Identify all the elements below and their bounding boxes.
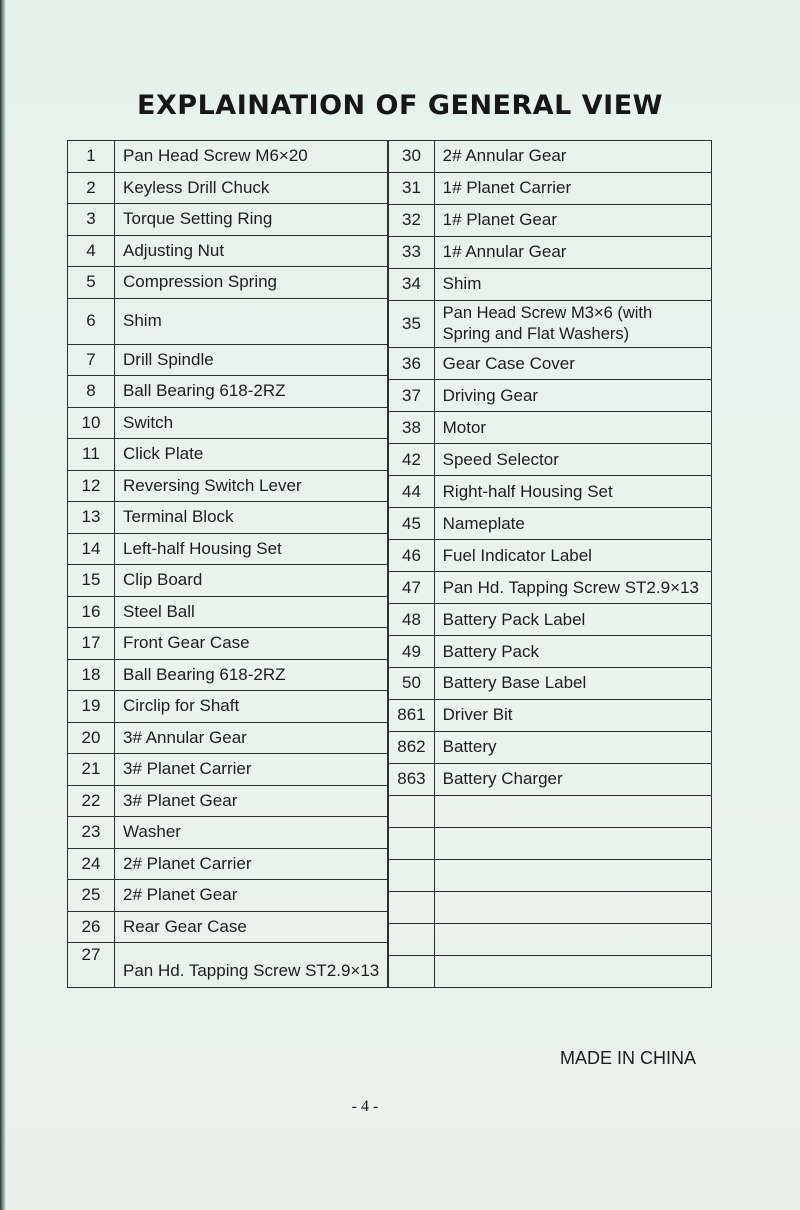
table-row xyxy=(68,596,388,628)
part-name xyxy=(434,923,711,955)
part-name: Shim xyxy=(434,268,711,300)
part-number: 46 xyxy=(389,540,434,572)
table-row xyxy=(389,636,711,668)
table-row xyxy=(389,236,711,268)
part-number: 32 xyxy=(389,204,434,236)
part-name: Battery xyxy=(434,731,711,763)
table-row xyxy=(68,533,388,565)
page-title: EXPLAINATION OF GENERAL VIEW xyxy=(137,90,663,121)
part-number: 8 xyxy=(68,376,115,408)
table-row xyxy=(389,508,711,540)
part-number: 5 xyxy=(68,267,115,299)
part-number: 36 xyxy=(389,348,434,380)
part-name: Circlip for Shaft xyxy=(115,691,388,723)
part-number: 49 xyxy=(389,636,434,668)
table-row xyxy=(389,955,711,987)
part-number: 44 xyxy=(389,476,434,508)
part-name: Speed Selector xyxy=(434,444,711,476)
part-number: 33 xyxy=(389,236,434,268)
part-number: 861 xyxy=(389,699,434,731)
part-number: 14 xyxy=(68,533,115,565)
table-row xyxy=(68,754,388,786)
part-number xyxy=(389,859,434,891)
part-name: Washer xyxy=(115,817,388,849)
part-name: 1# Planet Carrier xyxy=(434,172,711,204)
table-row xyxy=(389,380,711,412)
part-name: Torque Setting Ring xyxy=(115,204,388,236)
part-name: 3# Annular Gear xyxy=(115,722,388,754)
part-name: Battery Charger xyxy=(434,763,711,795)
table-row xyxy=(68,848,388,880)
part-name: 3# Planet Carrier xyxy=(115,754,388,786)
part-number: 20 xyxy=(68,722,115,754)
table-row xyxy=(389,172,711,204)
part-number: 26 xyxy=(68,911,115,943)
table-row xyxy=(68,204,388,236)
part-name: Ball Bearing 618-2RZ xyxy=(115,376,388,408)
part-number xyxy=(389,795,434,827)
part-number: 24 xyxy=(68,848,115,880)
part-number xyxy=(389,955,434,987)
part-number xyxy=(389,891,434,923)
page-edge-shadow xyxy=(0,0,6,1210)
part-number: 11 xyxy=(68,439,115,471)
part-name: Rear Gear Case xyxy=(115,911,388,943)
part-number: 12 xyxy=(68,470,115,502)
part-name: Driving Gear xyxy=(434,380,711,412)
table-row xyxy=(389,476,711,508)
table-row xyxy=(68,141,388,173)
table-row xyxy=(68,659,388,691)
part-name: Pan Hd. Tapping Screw ST2.9×13 xyxy=(115,943,388,988)
part-number: 30 xyxy=(389,141,434,173)
part-number: 47 xyxy=(389,572,434,604)
table-row xyxy=(68,298,388,344)
part-number: 15 xyxy=(68,565,115,597)
part-number: 10 xyxy=(68,407,115,439)
part-number: 25 xyxy=(68,880,115,912)
table-row xyxy=(68,470,388,502)
part-name: 1# Planet Gear xyxy=(434,204,711,236)
part-number: 31 xyxy=(389,172,434,204)
table-row xyxy=(389,572,711,604)
part-number: 19 xyxy=(68,691,115,723)
made-in-label: MADE IN CHINA xyxy=(560,1048,697,1068)
part-name: Left-half Housing Set xyxy=(115,533,388,565)
part-name: Click Plate xyxy=(115,439,388,471)
table-row xyxy=(389,412,711,444)
part-name xyxy=(434,891,711,923)
table-row xyxy=(68,565,388,597)
part-name: Motor xyxy=(434,412,711,444)
part-number: 863 xyxy=(389,763,434,795)
table-row xyxy=(389,444,711,476)
part-number: 38 xyxy=(389,412,434,444)
table-row xyxy=(68,943,388,988)
part-name: Shim xyxy=(115,298,388,344)
part-number: 35 xyxy=(389,300,434,347)
table-row xyxy=(389,731,711,763)
part-name: 2# Planet Carrier xyxy=(115,848,388,880)
part-name: Pan Hd. Tapping Screw ST2.9×13 xyxy=(434,572,711,604)
table-row xyxy=(389,763,711,795)
part-number: 4 xyxy=(68,235,115,267)
part-number: 42 xyxy=(389,444,434,476)
part-name: Adjusting Nut xyxy=(115,235,388,267)
part-name: Nameplate xyxy=(434,508,711,540)
table-row xyxy=(389,268,711,300)
table-row xyxy=(389,204,711,236)
part-name: 2# Planet Gear xyxy=(115,880,388,912)
table-row xyxy=(68,407,388,439)
part-number: 16 xyxy=(68,596,115,628)
table-row xyxy=(68,911,388,943)
table-row xyxy=(389,300,711,347)
table-row xyxy=(68,722,388,754)
table-row xyxy=(68,172,388,204)
part-name: Pan Head Screw M3×6 (with Spring and Flat Washers) xyxy=(434,300,711,347)
part-name: Right-half Housing Set xyxy=(434,476,711,508)
part-name xyxy=(434,827,711,859)
part-name: Fuel Indicator Label xyxy=(434,540,711,572)
part-number: 37 xyxy=(389,380,434,412)
table-row xyxy=(389,859,711,891)
part-name: Clip Board xyxy=(115,565,388,597)
table-row xyxy=(389,604,711,636)
table-row xyxy=(389,699,711,731)
part-number: 48 xyxy=(389,604,434,636)
part-name: Steel Ball xyxy=(115,596,388,628)
part-name: Driver Bit xyxy=(434,699,711,731)
parts-table-left xyxy=(67,140,388,988)
table-row xyxy=(68,235,388,267)
table-row xyxy=(68,439,388,471)
table-row xyxy=(68,376,388,408)
table-row xyxy=(389,667,711,699)
part-name: 2# Annular Gear xyxy=(434,141,711,173)
part-name: Compression Spring xyxy=(115,267,388,299)
part-number: 21 xyxy=(68,754,115,786)
table-row xyxy=(68,880,388,912)
part-name: Battery Pack xyxy=(434,636,711,668)
part-number: 2 xyxy=(68,172,115,204)
part-number: 3 xyxy=(68,204,115,236)
table-row xyxy=(68,691,388,723)
part-number: 6 xyxy=(68,298,115,344)
table-row xyxy=(389,891,711,923)
part-number: 34 xyxy=(389,268,434,300)
part-name xyxy=(434,955,711,987)
part-name: 1# Annular Gear xyxy=(434,236,711,268)
part-name: Terminal Block xyxy=(115,502,388,534)
part-name: Keyless Drill Chuck xyxy=(115,172,388,204)
table-row xyxy=(389,540,711,572)
part-number: 862 xyxy=(389,731,434,763)
part-name: Pan Head Screw M6×20 xyxy=(115,141,388,173)
table-row xyxy=(68,817,388,849)
part-number xyxy=(389,827,434,859)
part-number: 7 xyxy=(68,344,115,376)
part-name: Ball Bearing 618-2RZ xyxy=(115,659,388,691)
part-name: Battery Base Label xyxy=(434,667,711,699)
parts-table xyxy=(67,140,712,988)
part-name: Switch xyxy=(115,407,388,439)
page-number: - 4 - xyxy=(351,1098,379,1115)
parts-table-right xyxy=(388,140,711,988)
part-name: Drill Spindle xyxy=(115,344,388,376)
part-number: 23 xyxy=(68,817,115,849)
part-number xyxy=(389,923,434,955)
part-name: Front Gear Case xyxy=(115,628,388,660)
table-row xyxy=(389,795,711,827)
part-number: 17 xyxy=(68,628,115,660)
table-row xyxy=(68,344,388,376)
table-row xyxy=(68,785,388,817)
table-row xyxy=(68,502,388,534)
part-name xyxy=(434,795,711,827)
part-name: Reversing Switch Lever xyxy=(115,470,388,502)
part-number: 13 xyxy=(68,502,115,534)
part-name xyxy=(434,859,711,891)
part-name: Gear Case Cover xyxy=(434,348,711,380)
part-name: 3# Planet Gear xyxy=(115,785,388,817)
table-row xyxy=(68,628,388,660)
table-row xyxy=(389,827,711,859)
part-number: 27 xyxy=(68,943,115,988)
table-row xyxy=(389,348,711,380)
part-number: 45 xyxy=(389,508,434,540)
table-row xyxy=(68,267,388,299)
table-row xyxy=(389,923,711,955)
part-name: Battery Pack Label xyxy=(434,604,711,636)
table-row xyxy=(389,141,711,173)
part-number: 22 xyxy=(68,785,115,817)
part-number: 18 xyxy=(68,659,115,691)
part-number: 1 xyxy=(68,141,115,173)
part-number: 50 xyxy=(389,667,434,699)
